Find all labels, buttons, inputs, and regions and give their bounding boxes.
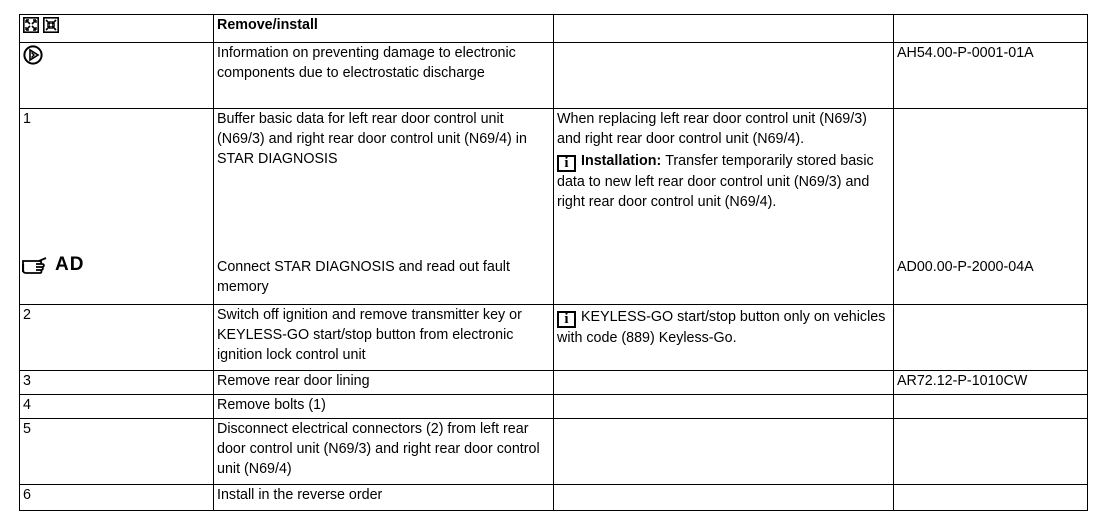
step-action: Switch off ignition and remove transmitter key or KEYLESS-GO start/stop button from electronic ignition lock control unit (214, 305, 554, 371)
step-ref-cell (894, 109, 1088, 305)
header-empty-cell (554, 15, 894, 43)
step-info-note (557, 307, 890, 348)
step-action: Install in the reverse order (214, 485, 554, 511)
step-row-5 (20, 419, 1088, 485)
step-number: 3 (20, 371, 214, 395)
step-note-cell (554, 371, 894, 395)
esd-ref-link[interactable]: AH54.00-P-0001-01A (894, 43, 1088, 109)
step-number: 1 (23, 111, 31, 127)
ad-marker (22, 255, 84, 275)
step-info-text: Transfer temporarily stored basic data to new left rear door control unit (N69/3) and right rear door control unit (N69/4). (557, 153, 874, 210)
step-row-6 (20, 485, 1088, 511)
step-number: 2 (20, 305, 214, 371)
step-row-1 (20, 109, 1088, 305)
step-note-cell (554, 419, 894, 485)
esd-text: Information on preventing damage to electronic components due to electrostatic discharge (214, 43, 554, 109)
step-number: 5 (20, 419, 214, 485)
esd-warning-icon (23, 45, 43, 65)
procedure-table (19, 14, 1088, 511)
step-note-cell (554, 395, 894, 419)
step-row-2 (20, 305, 1088, 371)
esd-note-cell (554, 43, 894, 109)
step-action: Remove bolts (1) (214, 395, 554, 419)
installation-label: Installation: (581, 153, 662, 169)
ad-marker-text: AD (55, 254, 85, 275)
step-number: 4 (20, 395, 214, 419)
header-empty-cell (894, 15, 1088, 43)
sub-step-action: Connect STAR DIAGNOSIS and read out fault memory (217, 259, 510, 295)
step-note: When replacing left rear door control unit (N69/3) and right rear door control unit (N69/4). (557, 111, 867, 147)
esd-icon-cell (20, 43, 214, 109)
step-number: 6 (20, 485, 214, 511)
step-info-text: KEYLESS-GO start/stop button only on vehicles with code (889) Keyless-Go. (557, 309, 886, 346)
step-note-cell (554, 485, 894, 511)
pointing-hand-icon (22, 255, 52, 275)
header-title: Remove/install (214, 15, 554, 43)
header-icons-cell (20, 15, 214, 43)
step-info-note (557, 151, 890, 212)
step-action: Remove rear door lining (214, 371, 554, 395)
step-ref-cell (894, 395, 1088, 419)
sub-step-ref-link[interactable]: AD00.00-P-2000-04A (897, 259, 1034, 275)
info-icon: i (557, 311, 576, 328)
step-ref-cell (894, 419, 1088, 485)
step-ref-link[interactable]: AR72.12-P-1010CW (894, 371, 1088, 395)
remove-install-icon-right (43, 17, 59, 33)
step-ref-cell (894, 305, 1088, 371)
step-note-cell (554, 305, 894, 371)
info-icon: i (557, 155, 576, 172)
step-row-4 (20, 395, 1088, 419)
step-ref-cell (894, 485, 1088, 511)
step-action-cell (214, 109, 554, 305)
esd-row (20, 43, 1088, 109)
step-action: Disconnect electrical connectors (2) from left rear door control unit (N69/3) and right rear door control unit (N69/4) (214, 419, 554, 485)
remove-install-icon-left (23, 17, 39, 33)
step-note-cell (554, 109, 894, 305)
step-action: Buffer basic data for left rear door control unit (N69/3) and right rear door control unit (N69/4) in STAR DIAGNOSIS (217, 111, 527, 167)
step-row-3 (20, 371, 1088, 395)
step-number-cell (20, 109, 214, 305)
header-row (20, 15, 1088, 43)
